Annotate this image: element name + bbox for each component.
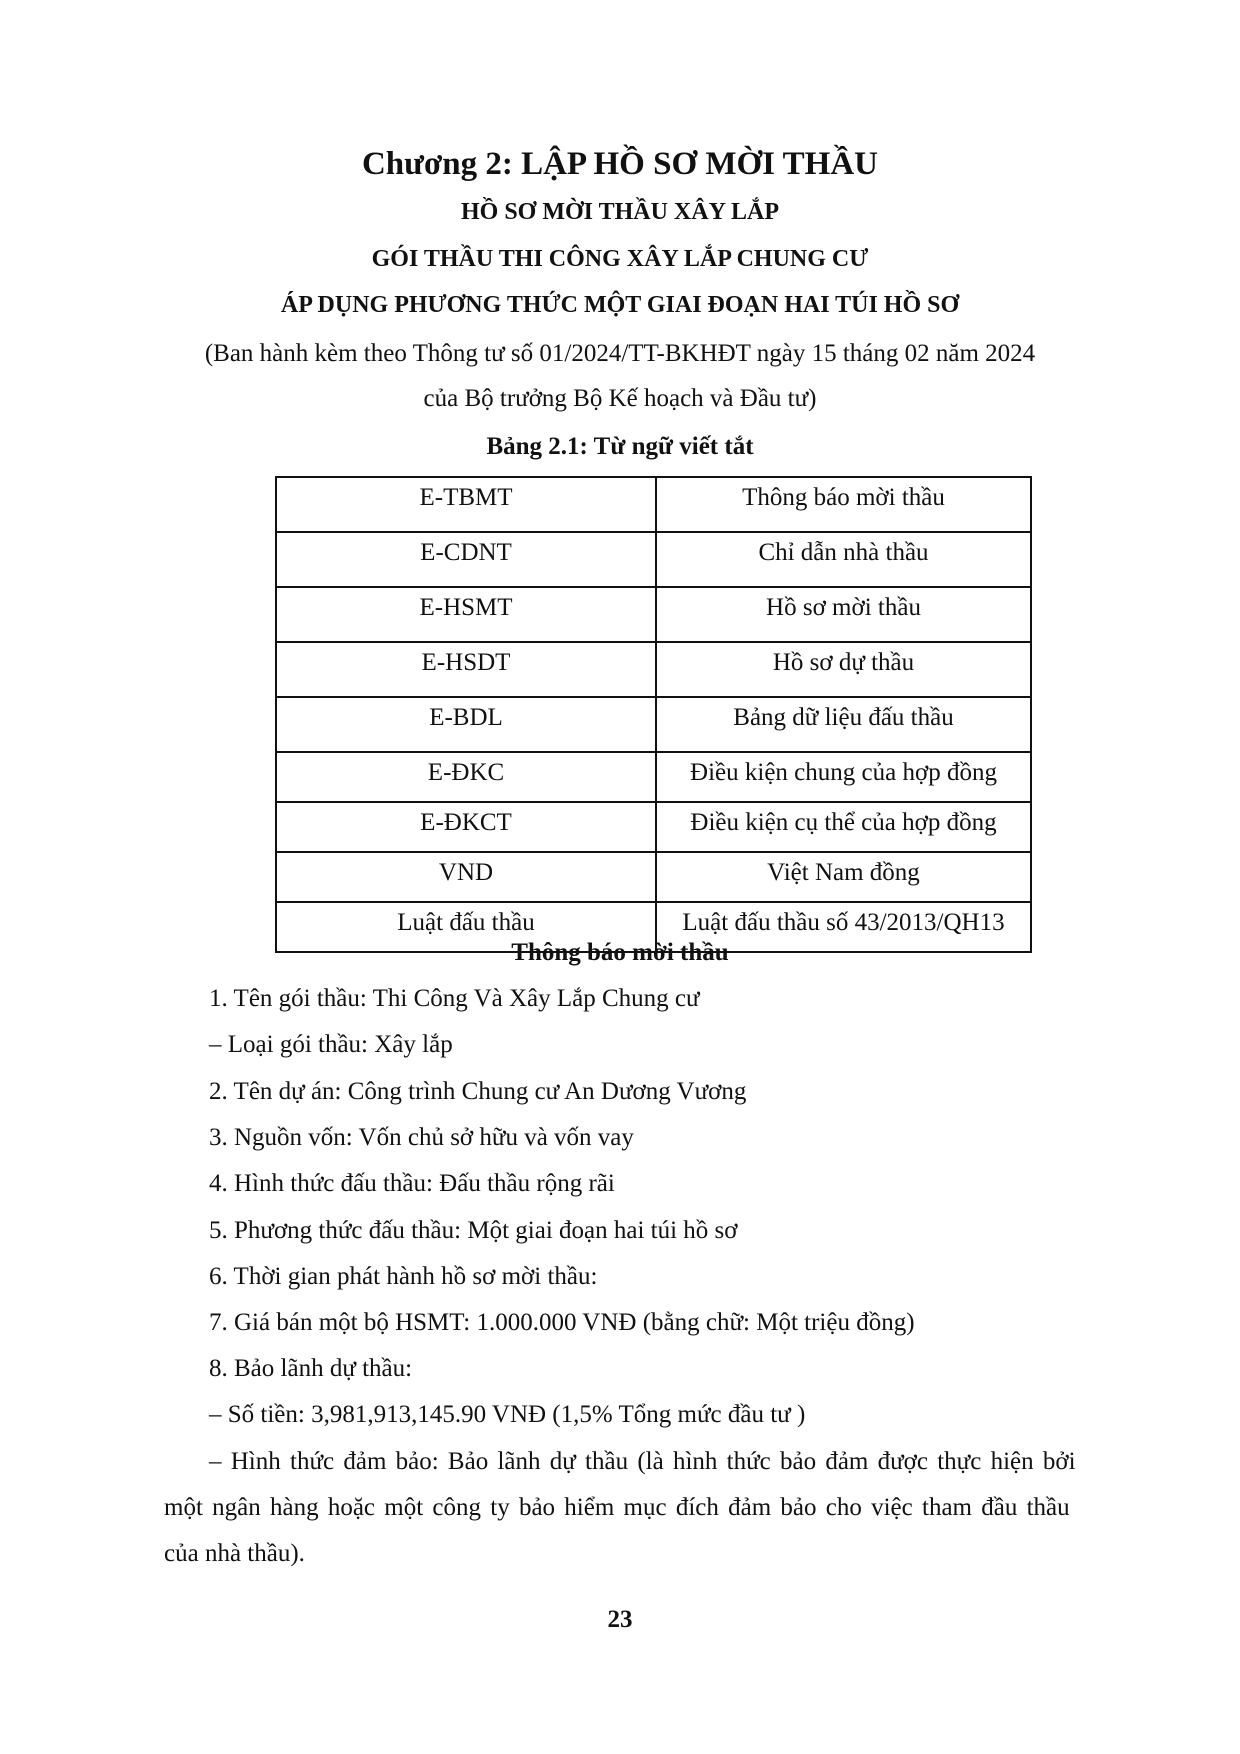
abbreviation-cell: E-BDL xyxy=(276,697,656,752)
issued-note-line-2: của Bộ trưởng Bộ Kế hoạch và Đầu tư) xyxy=(423,385,817,412)
table-row xyxy=(276,802,1031,852)
issued-note-line-1: (Ban hành kèm theo Thông tư số 01/2024/TT-BKHĐT ngày 15 tháng 02 năm 2024 xyxy=(204,340,1036,367)
abbreviation-cell: VND xyxy=(276,852,656,902)
guarantee-paragraph-line-2: một ngân hàng hoặc một công ty bảo hiểm mục đích đảm bảo cho việc tham đầu thầu xyxy=(164,1494,1070,1521)
meaning-cell: Việt Nam đồng xyxy=(656,852,1031,902)
abbreviation-cell: E-HSDT xyxy=(276,642,656,697)
guarantee-paragraph-line-3: của nhà thầu). xyxy=(164,1540,305,1567)
notice-item: – Loại gói thầu: Xây lắp xyxy=(209,1031,453,1058)
table-row xyxy=(276,587,1031,642)
table-row xyxy=(276,852,1031,902)
meaning-cell: Luật đấu thầu số 43/2013/QH13 xyxy=(656,902,1031,952)
table-row xyxy=(276,477,1031,532)
meaning-cell: Bảng dữ liệu đấu thầu xyxy=(656,697,1031,752)
notice-item: – Số tiền: 3,981,913,145.90 VNĐ (1,5% Tổng mức đầu tư ) xyxy=(209,1401,806,1428)
abbreviation-cell: E-TBMT xyxy=(276,477,656,532)
abbreviation-cell: E-ĐKC xyxy=(276,752,656,802)
guarantee-paragraph-line-1: – Hình thức đảm bảo: Bảo lãnh dự thầu (là hình thức bảo đảm được thực hiện bởi xyxy=(209,1448,1076,1475)
abbreviation-table xyxy=(275,476,1032,953)
notice-item: 3. Nguồn vốn: Vốn chủ sở hữu và vốn vay xyxy=(209,1124,634,1151)
notice-title: Thông báo mời thầu xyxy=(511,939,729,966)
table-row xyxy=(276,532,1031,587)
notice-item: 2. Tên dự án: Công trình Chung cư An Dương Vương xyxy=(209,1078,747,1105)
table-row xyxy=(276,697,1031,752)
meaning-cell: Thông báo mời thầu xyxy=(656,477,1031,532)
notice-item: 8. Bảo lãnh dự thầu: xyxy=(209,1355,413,1382)
abbreviation-cell: E-HSMT xyxy=(276,587,656,642)
meaning-cell: Hồ sơ mời thầu xyxy=(656,587,1031,642)
notice-item: 6. Thời gian phát hành hồ sơ mời thầu: xyxy=(209,1263,598,1290)
meaning-cell: Chỉ dẫn nhà thầu xyxy=(656,532,1031,587)
notice-item: 5. Phương thức đấu thầu: Một giai đoạn hai túi hồ sơ xyxy=(209,1217,738,1244)
subtitle-2: GÓI THẦU THI CÔNG XÂY LẮP CHUNG CƯ xyxy=(371,246,869,272)
subtitle-1: HỒ SƠ MỜI THẦU XÂY LẮP xyxy=(460,199,780,225)
chapter-title: Chương 2: LẬP HỒ SƠ MỜI THẦU xyxy=(361,146,879,182)
meaning-cell: Điều kiện chung của hợp đồng xyxy=(656,752,1031,802)
notice-item: 4. Hình thức đấu thầu: Đấu thầu rộng rãi xyxy=(209,1170,615,1197)
notice-item: 1. Tên gói thầu: Thi Công Và Xây Lắp Chung cư xyxy=(209,985,700,1012)
table-row xyxy=(276,752,1031,802)
table-caption: Bảng 2.1: Từ ngữ viết tắt xyxy=(486,433,754,460)
notice-item: 7. Giá bán một bộ HSMT: 1.000.000 VNĐ (bằng chữ: Một triệu đồng) xyxy=(209,1309,915,1336)
abbreviation-cell: E-ĐKCT xyxy=(276,802,656,852)
table-row xyxy=(276,642,1031,697)
meaning-cell: Hồ sơ dự thầu xyxy=(656,642,1031,697)
abbreviation-cell: Luật đấu thầu xyxy=(276,902,656,952)
meaning-cell: Điều kiện cụ thể của hợp đồng xyxy=(656,802,1031,852)
abbreviation-cell: E-CDNT xyxy=(276,532,656,587)
page-number: 23 xyxy=(607,1606,633,1633)
subtitle-3: ÁP DỤNG PHƯƠNG THỨC MỘT GIAI ĐOẠN HAI TÚI HỒ SƠ xyxy=(280,292,960,318)
